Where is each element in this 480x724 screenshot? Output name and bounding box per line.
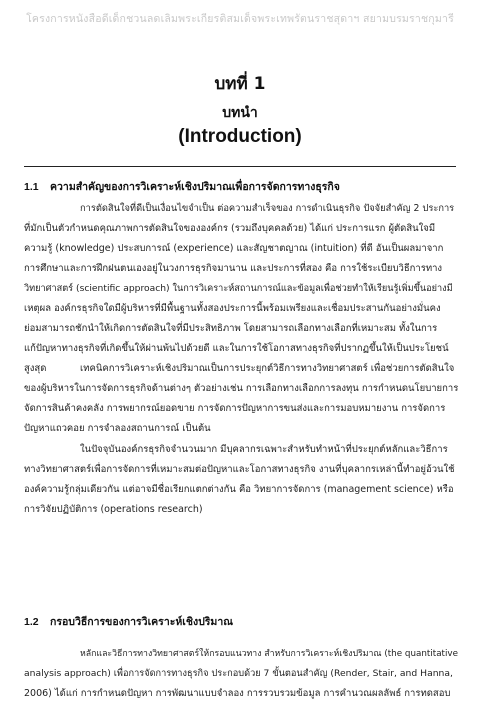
paragraph-line: หลักและวิธีการทางวิทยาศาสตร์ให้กรอบแนวทาง สำหรับการวิเคราะห์เชิงปริมาณ (the quantitative [80, 649, 458, 659]
paragraph-line: ความรู้ (knowledge) ประสบการณ์ (experience) และสัญชาตญาณ (intuition) ที่ดี อันเป็นผลมาจาก [24, 243, 444, 254]
paragraph-line: ในปัจจุบันองค์กรธุรกิจจำนวนมาก มีบุคลากรเฉพาะสำหรับทำหน้าที่ประยุกต์หลักและวิธีการ [80, 444, 448, 455]
paragraph [24, 199, 458, 379]
section-number: 1.1 [24, 181, 39, 193]
chapter-divider [24, 166, 456, 167]
paragraph [24, 359, 458, 439]
paragraph-line: การตัดสินใจที่ดีเป็นเงื่อนไขจำเป็น ต่อความสำเร็จของ การดำเนินธุรกิจ ปัจจัยสำคัญ 2 ประการ [80, 203, 455, 214]
paragraph-line: จัดการสินค้าคงคลัง การพยากรณ์ยอดขาย การจัดการปัญหาการขนส่งและการมอบหมายงาน การจัดการ [24, 403, 446, 414]
paragraph [24, 644, 458, 704]
paragraph-line: ของผู้บริหารในการจัดการธุรกิจด้านต่างๆ ตัวอย่างเช่น การเลือกทางเลือกการลงทุน การกำหนดนโยบายการ [24, 383, 459, 394]
section-number: 1.2 [24, 616, 39, 628]
paragraph-line: ที่มักเป็นตัวกำหนดคุณภาพการตัดสินใจขององค์กร (รวมถึงบุคคลด้วย) ได้แก่ ประการแรก ผู้ตัดสินใจมี [24, 223, 436, 234]
paragraph-line: การวิจัยปฏิบัติการ (operations research) [24, 504, 203, 515]
paragraph-line: 2006) ได้แก่ การกำหนดปัญหา การพัฒนาแบบจำลอง การรวบรวมข้อมูล การคำนวณผลลัพธ์ การทดสอบ [24, 688, 451, 699]
paragraph-line: ปัญหาแถวคอย การจำลองสถานการณ์ เป็นต้น [24, 423, 211, 434]
section-title: ความสำคัญของการวิเคราะห์เชิงปริมาณเพื่อการจัดการทางธุรกิจ [50, 181, 340, 193]
chapter-title-english: (Introduction) [178, 126, 302, 147]
chapter-number: บทที่ 1 [214, 74, 266, 94]
paragraph-line: เทคนิคการวิเคราะห์เชิงปริมาณเป็นการประยุกต์วิธีการทางวิทยาศาสตร์ เพื่อช่วยการตัดสินใจ [80, 363, 455, 374]
section-title: กรอบวิธีการของการวิเคราะห์เชิงปริมาณ [50, 616, 233, 628]
chapter-title-thai: บทนำ [222, 105, 258, 121]
section-heading-1-1 [24, 178, 464, 195]
paragraph-line: เหตุผล องค์กรธุรกิจใดมีผู้บริหารที่มีพื้นฐานทั้งสองประการนี้พร้อมเพรียงและเชื่อมประสานกันอย่างมั่นคง [24, 303, 441, 314]
paragraph [24, 440, 458, 520]
running-header: โครงการหนังสือดีเด็กชวนลดเลิมพระเกียรติสมเด็จพระเทพรัตนราชสุดาฯ สยามบรมราชกุมารี [26, 13, 454, 25]
paragraph-line: การศึกษาและการฝึกฝนตนเองอยู่ในวงการธุรกิจมานาน และประการที่สอง คือ การใช้ระเบียบวิธีการทาง [24, 263, 443, 274]
paragraph-line: ทางวิทยาศาสตร์เพื่อการจัดการที่เหมาะสมต่อปัญหาและโอกาสทางธุรกิจ งานที่บุคลากรเหล่านี้ทำอยู่อ้วนใช้ [24, 464, 455, 475]
paragraph-line: วิทยาศาสตร์ (scientific approach) ในการวิเคราะห์สถานการณ์และข้อมูลเพื่อช่วยทำให้เรียนรู้เพิ่มขึ้นอย่างมี [24, 283, 453, 294]
paragraph-line: ย่อมสามารถชักนำให้เกิดการตัดสินใจที่มีประสิทธิภาพ โดยสามารถเลือกทางเลือกที่เหมาะสม ทั้งในการ [24, 323, 438, 334]
paragraph-line: analysis approach) เพื่อการจัดการทางธุรกิจ ประกอบด้วย 7 ขั้นตอนสำคัญ (Render, Stair, and Hanna, [24, 668, 453, 679]
paragraph-line: สูงสุด [24, 363, 47, 374]
section-heading-1-2 [24, 613, 464, 630]
paragraph-line: องค์ความรู้กลุ่มเดียวกัน แต่อาจมีชื่อเรียกแตกต่างกัน คือ วิทยาการจัดการ (management science) หรือ [24, 484, 454, 495]
paragraph-line: แก้ปัญหาทางธุรกิจที่เกิดขึ้นให้ผ่านพ้นไปด้วยดี และในการใช้โอกาสทางธุรกิจที่ปรากฏขึ้นให้เป็นประโยชน์ [24, 343, 449, 354]
